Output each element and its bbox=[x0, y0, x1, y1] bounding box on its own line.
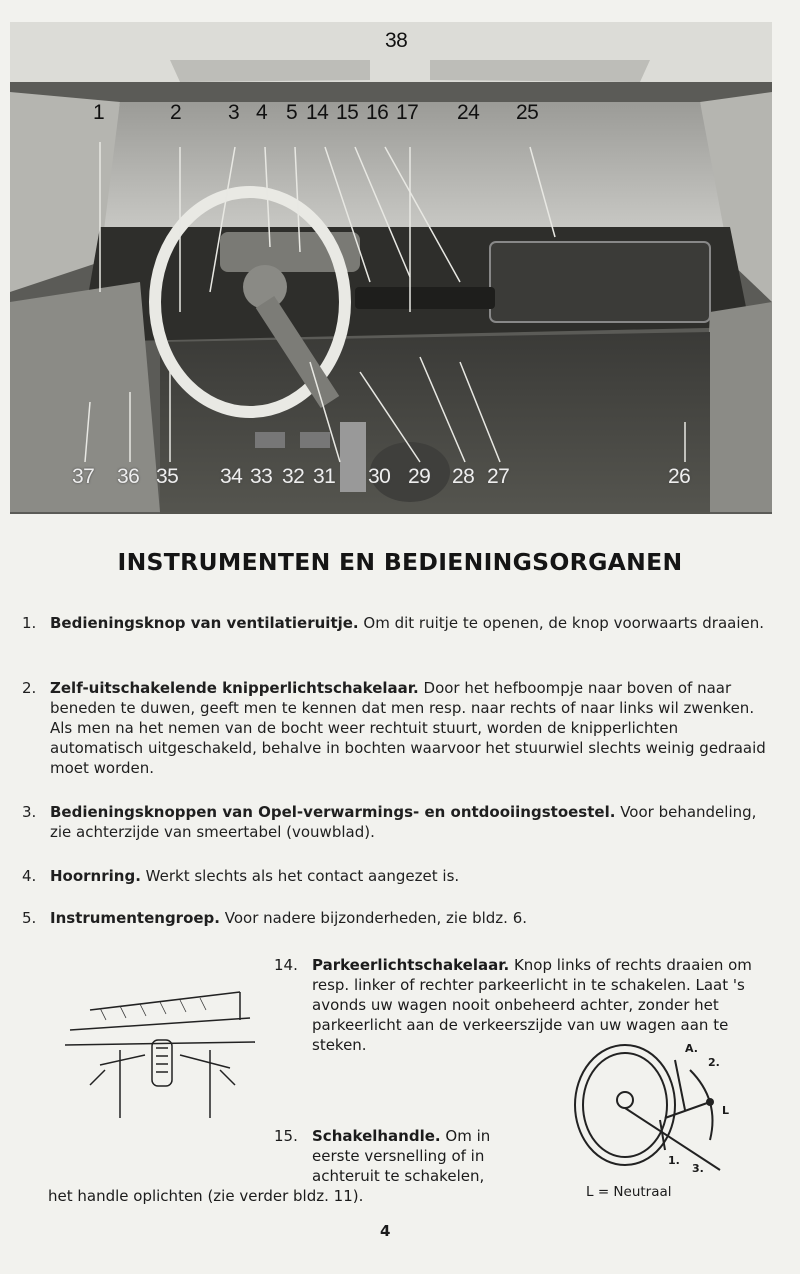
callout-32: 32 bbox=[282, 465, 305, 488]
item-title: Bedieningsknop van ventilatieruitje. bbox=[50, 614, 359, 632]
item-number: 1. bbox=[22, 614, 37, 632]
item-text-continuation: het handle oplichten (zie verder bldz. 11). bbox=[48, 1187, 364, 1205]
item-title: Bedieningsknoppen van Opel-verwarmings- en ontdooiingstoestel. bbox=[50, 803, 616, 821]
item-number: 5. bbox=[22, 909, 37, 927]
item-title: Parkeerlichtschakelaar. bbox=[312, 956, 510, 974]
item-number: 4. bbox=[22, 867, 37, 885]
callout-34: 34 bbox=[220, 465, 243, 488]
diagram-label-a: A. bbox=[685, 1042, 698, 1055]
item-text: Om in eerste versnelling of in achteruit te schakelen, bbox=[312, 1127, 491, 1185]
page-heading: INSTRUMENTEN EN BEDIENINGSORGANEN bbox=[117, 548, 683, 576]
callout-1: 1 bbox=[93, 101, 105, 124]
item-number: 2. bbox=[22, 679, 37, 697]
list-item bbox=[22, 613, 774, 633]
list-item bbox=[22, 908, 774, 928]
item-number: 14. bbox=[274, 956, 298, 974]
callout-2: 2 bbox=[170, 101, 182, 124]
item-text: Voor behandeling, zie achterzijde van smeertabel (vouwblad). bbox=[50, 803, 757, 841]
item-text: Voor nadere bijzonderheden, zie bldz. 6. bbox=[220, 909, 528, 927]
callout-35: 35 bbox=[156, 465, 179, 488]
callout-3: 3 bbox=[228, 101, 240, 124]
callout-5: 5 bbox=[286, 101, 298, 124]
dashboard-photo bbox=[10, 22, 772, 514]
callout-33: 33 bbox=[250, 465, 273, 488]
item-title: Instrumentengroep. bbox=[50, 909, 220, 927]
callout-31: 31 bbox=[313, 465, 336, 488]
item-text: Door het hefboompje naar boven of naar beneden te duwen, geeft men te kennen dat men resp. naar rechts of naar links wil zwenken. Als men na het nemen van de bocht weer rechtuit stuurt, worden de knipperlichten automatisch uitgeschakeld, behalve in bochten waarvoor het stuurwiel slechts weinig gedraaid moet worden. bbox=[50, 679, 766, 777]
callout-16: 16 bbox=[366, 101, 389, 124]
item-text: Knop links of rechts draaien om resp. linker of rechter parkeerlicht in te schakelen. Laat 's avonds uw wagen nooit onbeheerd achter, zonder het parkeerlicht aan de verkeerszijde van uw wagen aan te steken. bbox=[312, 956, 752, 1054]
item-title: Zelf-uitschakelende knipperlichtschakelaar. bbox=[50, 679, 419, 697]
callout-24: 24 bbox=[457, 101, 480, 124]
callout-26: 26 bbox=[668, 465, 691, 488]
callout-29: 29 bbox=[408, 465, 431, 488]
callout-25: 25 bbox=[516, 101, 539, 124]
item-text: Werkt slechts als het contact aangezet is. bbox=[140, 867, 460, 885]
callout-4: 4 bbox=[256, 101, 268, 124]
callout-30: 30 bbox=[368, 465, 391, 488]
diagram-caption: L = Neutraal bbox=[586, 1184, 672, 1200]
list-item bbox=[274, 1126, 534, 1186]
item-number: 3. bbox=[22, 803, 37, 821]
list-item bbox=[22, 866, 774, 886]
callout-15: 15 bbox=[336, 101, 359, 124]
diagram-label-1: 1. bbox=[668, 1154, 680, 1167]
item-text: Om dit ruitje te openen, de knop voorwaarts draaien. bbox=[358, 614, 765, 632]
item-title: Schakelhandle. bbox=[312, 1127, 441, 1145]
item-title: Hoornring. bbox=[50, 867, 141, 885]
callout-14: 14 bbox=[306, 101, 329, 124]
list-item bbox=[22, 678, 774, 778]
callout-28: 28 bbox=[452, 465, 475, 488]
callout-38: 38 bbox=[385, 29, 408, 52]
diagram-label-l: L bbox=[722, 1104, 730, 1117]
list-item bbox=[22, 802, 774, 842]
callout-36: 36 bbox=[117, 465, 140, 488]
page-number: 4 bbox=[380, 1222, 391, 1240]
callout-37: 37 bbox=[72, 465, 95, 488]
callout-17: 17 bbox=[396, 101, 419, 124]
callout-27: 27 bbox=[487, 465, 510, 488]
parking-light-switch-sketch bbox=[60, 990, 260, 1120]
diagram-label-2: 2. bbox=[708, 1056, 720, 1069]
diagram-label-3: 3. bbox=[692, 1162, 704, 1175]
item-number: 15. bbox=[274, 1127, 298, 1145]
